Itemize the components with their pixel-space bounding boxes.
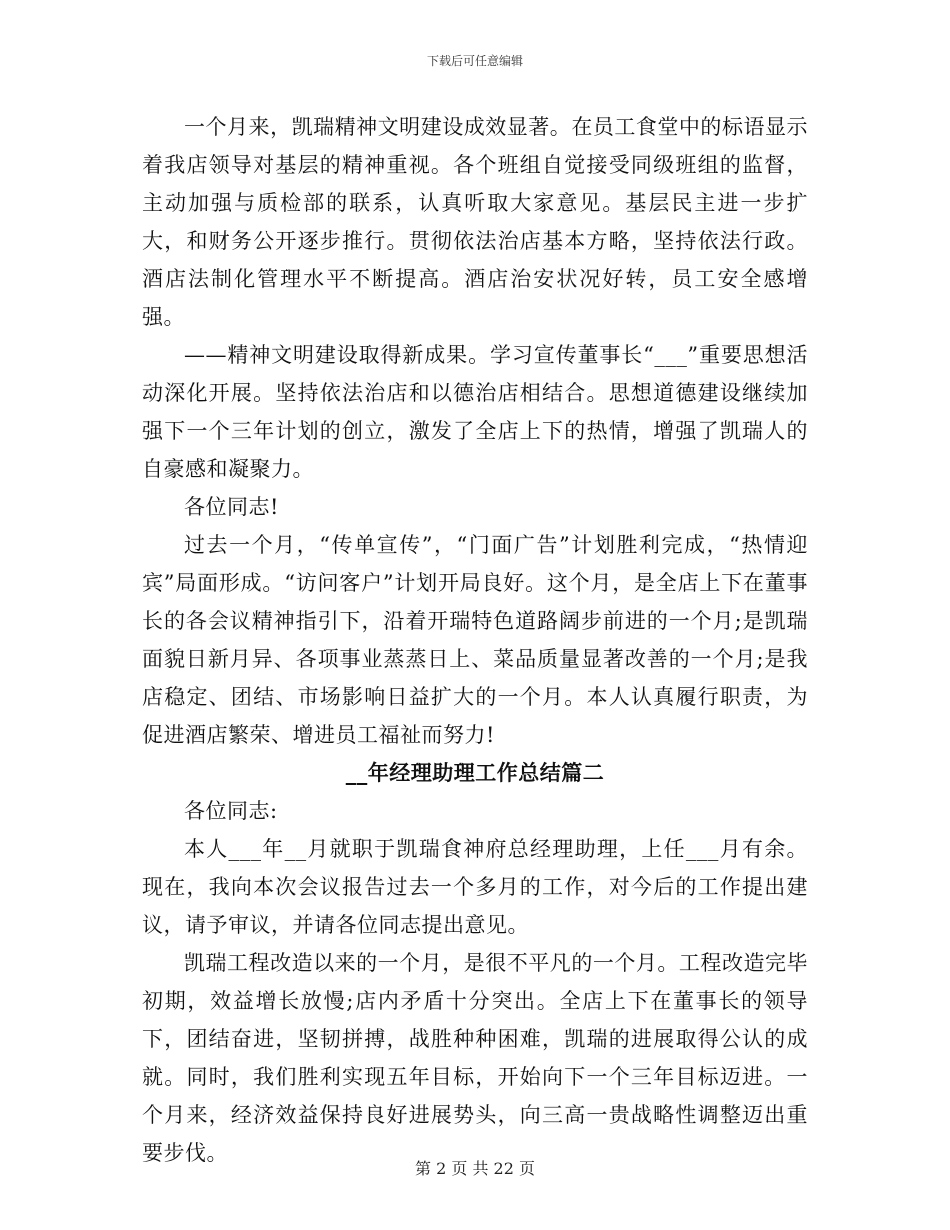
header-note: 下载后可任意编辑 [426,54,523,68]
paragraph: 一个月来，凯瑞精神文明建设成效显著。在员工食堂中的标语显示着我店领导对基层的精神重视。各个班组自觉接受同级班组的监督，主动加强与质检部的联系，认真听取大家意见。基层民主进一步扩大，和财务公开逐步推行。贯彻依法治店基本方略，坚持依法行政。酒店法制化管理水平不断提高。酒店治安状况好转，员工安全感增强。 [142,115,808,329]
paragraph: 本人___年__月就职于凯瑞食神府总经理助理，上任___月有余。现在，我向本次会议报告过去一个多月的工作，对今后的工作提出建议，请予审议，并请各位同志提出意见。 [142,837,808,937]
paragraph: 凯瑞工程改造以来的一个月，是很不平凡的一个月。工程改造完毕初期，效益增长放慢;店内矛盾十分突出。全店上下在董事长的领导下，团结奋进，坚韧拼搏，战胜种种困难，凯瑞的进展取得公认的成就。同时，我们胜利实现五年目标，开始向下一个三年目标迈进。一个月来，经济效益保持良好进展势头，向三高一贵战略性调整迈出重要步伐。 [142,951,808,1165]
paragraph: ——精神文明建设取得新成果。学习宣传董事长“___”重要思想活动深化开展。坚持依法治店和以德治店相结合。思想道德建设继续加强下一个三年计划的创立，激发了全店上下的热情，增强了凯瑞人的自豪感和凝聚力。 [142,343,808,481]
page-number: 第 2 页 共 22 页 [415,1159,535,1178]
section-title: __年经理助理工作总结篇二 [345,760,605,785]
paragraph: 过去一个月，“传单宣传”，“门面广告”计划胜利完成，“热情迎宾”局面形成。“访问客户”计划开局良好。这个月，是全店上下在董事长的各会议精神指引下，沿着开瑞特色道路阔步前进的一个月;是凯瑞面貌日新月异、各项事业蒸蒸日上、菜品质量显著改善的一个月;是我店稳定、团结、市场影响日益扩大的一个月。本人认真履行职责，为促进酒店繁荣、增进员工福祉而努力! [142,533,808,747]
paragraph: 各位同志! [184,495,279,519]
paragraph: 各位同志: [184,799,278,823]
document-body [142,108,808,1172]
